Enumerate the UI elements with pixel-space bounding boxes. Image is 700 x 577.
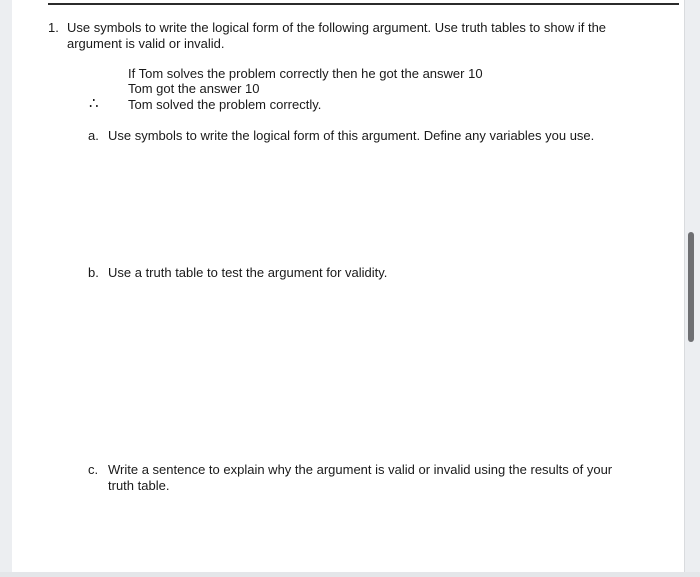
document-page [12,0,685,572]
part-c-label: c. [88,462,99,477]
therefore-symbol: ∴ [89,95,99,112]
part-a-text: Use symbols to write the logical form of this argument. Define any variables you use. [108,128,595,143]
question-prompt-line1: Use symbols to write the logical form of the following argument. Use truth tables to show if the [67,20,607,35]
part-b-text: Use a truth table to test the argument for validity. [108,265,388,280]
argument-premise-1: If Tom solves the problem correctly then he got the answer 10 [128,66,483,81]
part-c-text-line2: truth table. [108,478,170,493]
argument-premise-2: Tom got the answer 10 [128,81,260,96]
question-prompt-line2: argument is valid or invalid. [67,36,225,51]
part-b-label: b. [88,265,99,280]
part-c-text-line1: Write a sentence to explain why the argument is valid or invalid using the results of your [108,462,613,477]
part-a-label: a. [88,128,99,143]
top-divider [48,3,679,5]
vertical-scrollbar[interactable] [688,232,694,342]
question-number: 1. [48,20,59,35]
page-bottom-edge [0,572,700,577]
argument-conclusion: Tom solved the problem correctly. [128,97,322,112]
